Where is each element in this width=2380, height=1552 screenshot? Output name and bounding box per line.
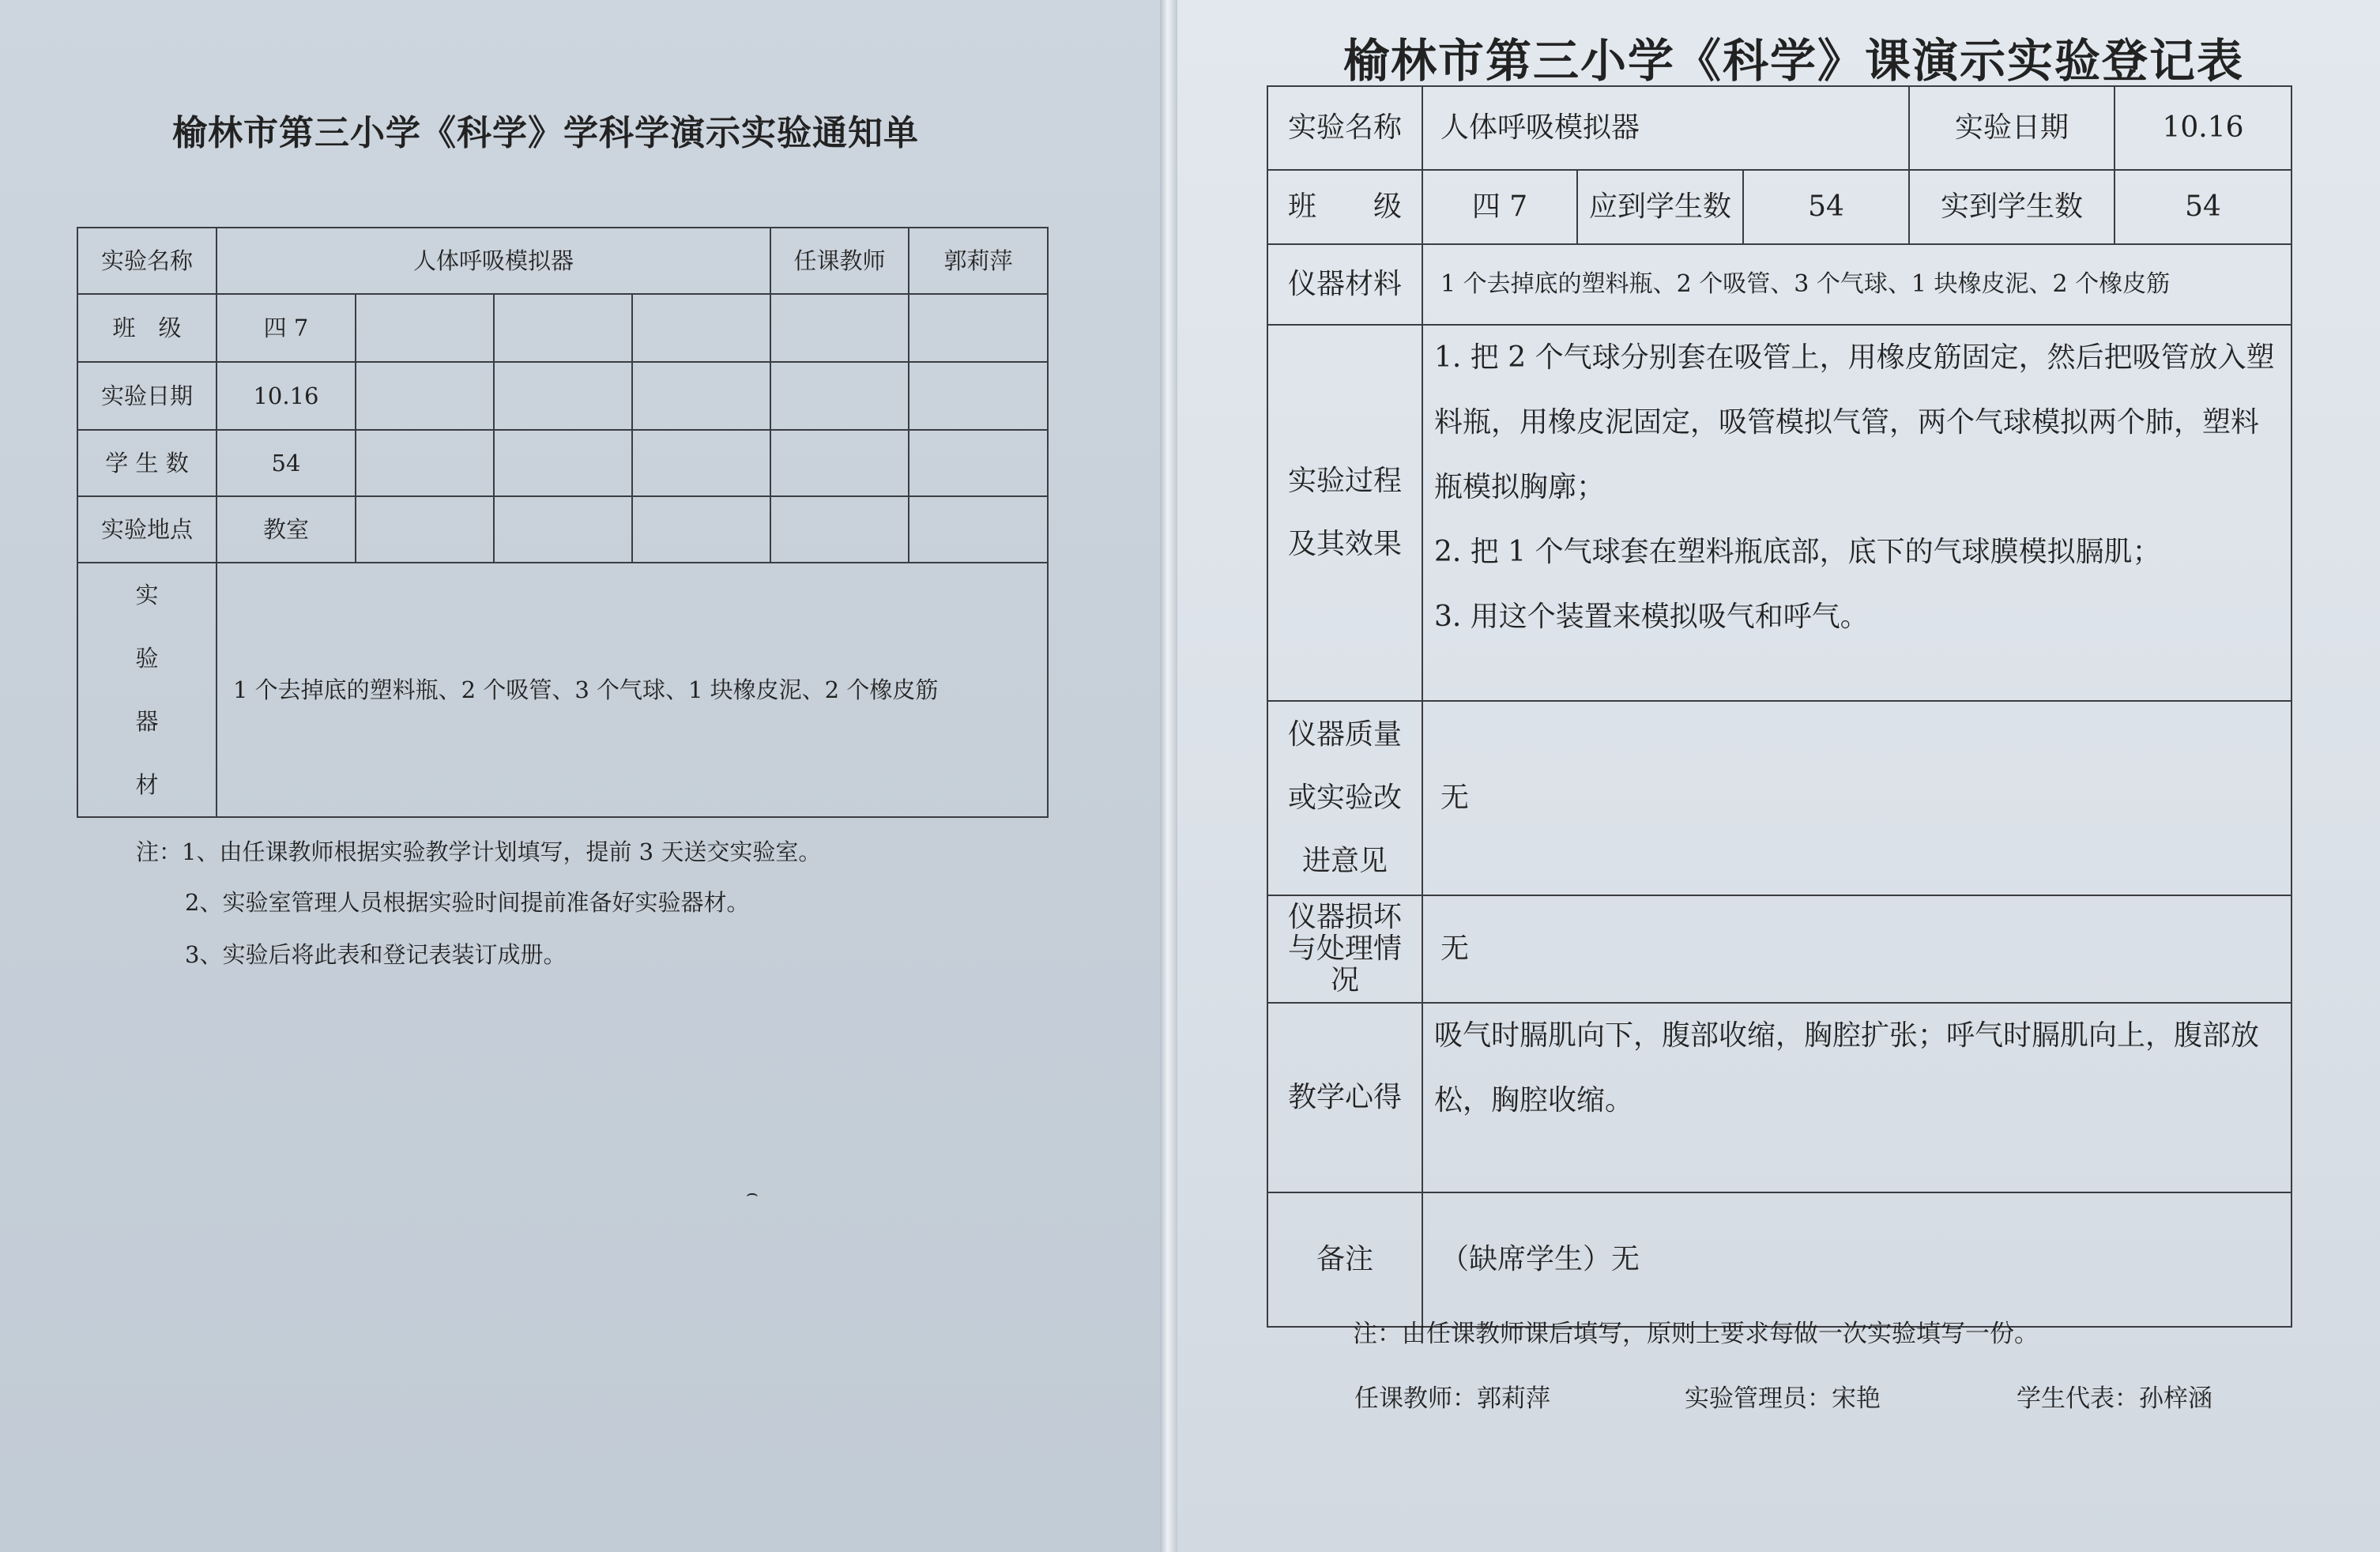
register-materials: 1 个去掉底的塑料瓶、2 个吸管、3 个气球、1 块橡皮泥、2 个橡皮筋: [1422, 244, 2292, 325]
empty-cell: [770, 430, 909, 496]
notice-equipment: 1 个去掉底的塑料瓶、2 个吸管、3 个气球、1 块橡皮泥、2 个橡皮筋: [217, 563, 1048, 817]
empty-cell: [356, 496, 494, 563]
empty-cell: [909, 294, 1048, 362]
signature-student-rep: 学生代表：孙梓涵: [2017, 1384, 2212, 1413]
notice-table: [77, 227, 1049, 818]
notice-label-students: 学 生 数: [77, 430, 217, 496]
equipment-char: 实: [135, 582, 159, 608]
empty-cell: [909, 496, 1048, 563]
empty-cell: [909, 362, 1048, 430]
empty-cell: [494, 496, 632, 563]
register-experiment-name: 人体呼吸模拟器: [1422, 86, 1909, 170]
notice-note-1: 注：1、由任课教师根据实验教学计划填写，提前 3 天送交实验室。: [136, 838, 822, 865]
register-class: 四 7: [1422, 170, 1577, 244]
quality-label-line: 或实验改: [1287, 782, 1402, 814]
notice-label-class: 班 级: [77, 294, 217, 362]
register-label-materials: 仪器材料: [1267, 244, 1422, 325]
register-label-date: 实验日期: [1909, 86, 2115, 170]
notice-label-location: 实验地点: [77, 496, 217, 563]
empty-cell: [494, 430, 632, 496]
notice-label-equipment: [77, 563, 217, 817]
notice-title: 榆林市第三小学《科学》学科学演示实验通知单: [172, 113, 919, 153]
quality-label-line: 仪器质量: [1287, 718, 1402, 751]
register-label-reflection: 教学心得: [1267, 1003, 1422, 1192]
register-label-remarks: 备注: [1267, 1192, 1422, 1327]
empty-cell: [770, 496, 909, 563]
empty-cell: [356, 294, 494, 362]
notice-label-experiment-name: 实验名称: [77, 228, 217, 294]
register-remarks: （缺席学生）无: [1422, 1192, 2292, 1327]
sheet-gap: [1160, 0, 1177, 1552]
signature-teacher: 任课教师：郭莉萍: [1354, 1384, 1550, 1413]
register-label-experiment-name: 实验名称: [1267, 86, 1422, 170]
register-process: [1422, 325, 2292, 701]
process-step: 料瓶，用橡皮泥固定，吸管模拟气管，两个气球模拟两个肺，塑料: [1434, 406, 2260, 439]
register-title: 榆林市第三小学《科学》课演示实验登记表: [1343, 34, 2245, 88]
empty-cell: [632, 496, 770, 563]
notice-students: 54: [217, 430, 356, 496]
equipment-char: 器: [135, 708, 159, 735]
reflection-line: 松，胸腔收缩。: [1434, 1084, 1634, 1117]
empty-cell: [632, 294, 770, 362]
notice-label-date: 实验日期: [77, 362, 217, 430]
empty-cell: [494, 362, 632, 430]
empty-cell: [632, 362, 770, 430]
process-label-line: 及其效果: [1287, 528, 1402, 560]
notice-location: 教室: [217, 496, 356, 563]
register-reflection: [1422, 1003, 2292, 1192]
notice-note-3: 3、实验后将此表和登记表装订成册。: [185, 941, 567, 968]
process-step: 2. 把 1 个气球套在塑料瓶底部，底下的气球膜模拟膈肌；: [1434, 536, 2161, 568]
notice-experiment-name: 人体呼吸模拟器: [217, 228, 770, 294]
register-date: 10.16: [2115, 86, 2292, 170]
stray-mark: ⌢: [746, 1182, 759, 1204]
register-label-quality: [1267, 701, 1422, 895]
empty-cell: [356, 430, 494, 496]
notice-class: 四 7: [217, 294, 356, 362]
empty-cell: [356, 362, 494, 430]
process-step: 瓶模拟胸廓；: [1434, 471, 1606, 503]
notice-note-2: 2、实验室管理人员根据实验时间提前准备好实验器材。: [185, 889, 750, 916]
damage-label-line: 仪器损坏: [1287, 901, 1402, 933]
register-damage: 无: [1422, 895, 2292, 1003]
equipment-char: 材: [135, 771, 159, 798]
register-actual: 54: [2115, 170, 2292, 244]
signature-lab-manager: 实验管理员：宋艳: [1685, 1384, 1881, 1413]
register-label-actual: 实到学生数: [1909, 170, 2115, 244]
register-label-process: [1267, 325, 1422, 701]
notice-label-teacher: 任课教师: [770, 228, 909, 294]
empty-cell: [770, 362, 909, 430]
process-step: 1. 把 2 个气球分别套在吸管上，用橡皮筋固定，然后把吸管放入塑: [1434, 341, 2275, 374]
register-quality: 无: [1422, 701, 2292, 895]
notice-date: 10.16: [217, 362, 356, 430]
process-step: 3. 用这个装置来模拟吸气和呼气。: [1434, 601, 1869, 633]
register-table: [1267, 85, 2292, 1328]
empty-cell: [770, 294, 909, 362]
damage-label-line: 与处理情: [1287, 932, 1402, 965]
notice-teacher: 郭莉萍: [909, 228, 1048, 294]
register-note: 注：由任课教师课后填写，原则上要求每做一次实验填写一份。: [1353, 1320, 2039, 1348]
register-expected: 54: [1743, 170, 1909, 244]
empty-cell: [494, 294, 632, 362]
empty-cell: [909, 430, 1048, 496]
register-label-damage: [1267, 895, 1422, 1003]
register-label-class: 班 级: [1267, 170, 1422, 244]
quality-label-line: 进意见: [1301, 845, 1388, 877]
damage-label-line: 况: [1330, 964, 1359, 996]
reflection-line: 吸气时膈肌向下，腹部收缩，胸腔扩张；呼气时膈肌向上，腹部放: [1434, 1019, 2260, 1052]
equipment-char: 验: [135, 645, 159, 672]
process-label-line: 实验过程: [1287, 465, 1402, 497]
register-label-expected: 应到学生数: [1577, 170, 1743, 244]
empty-cell: [632, 430, 770, 496]
